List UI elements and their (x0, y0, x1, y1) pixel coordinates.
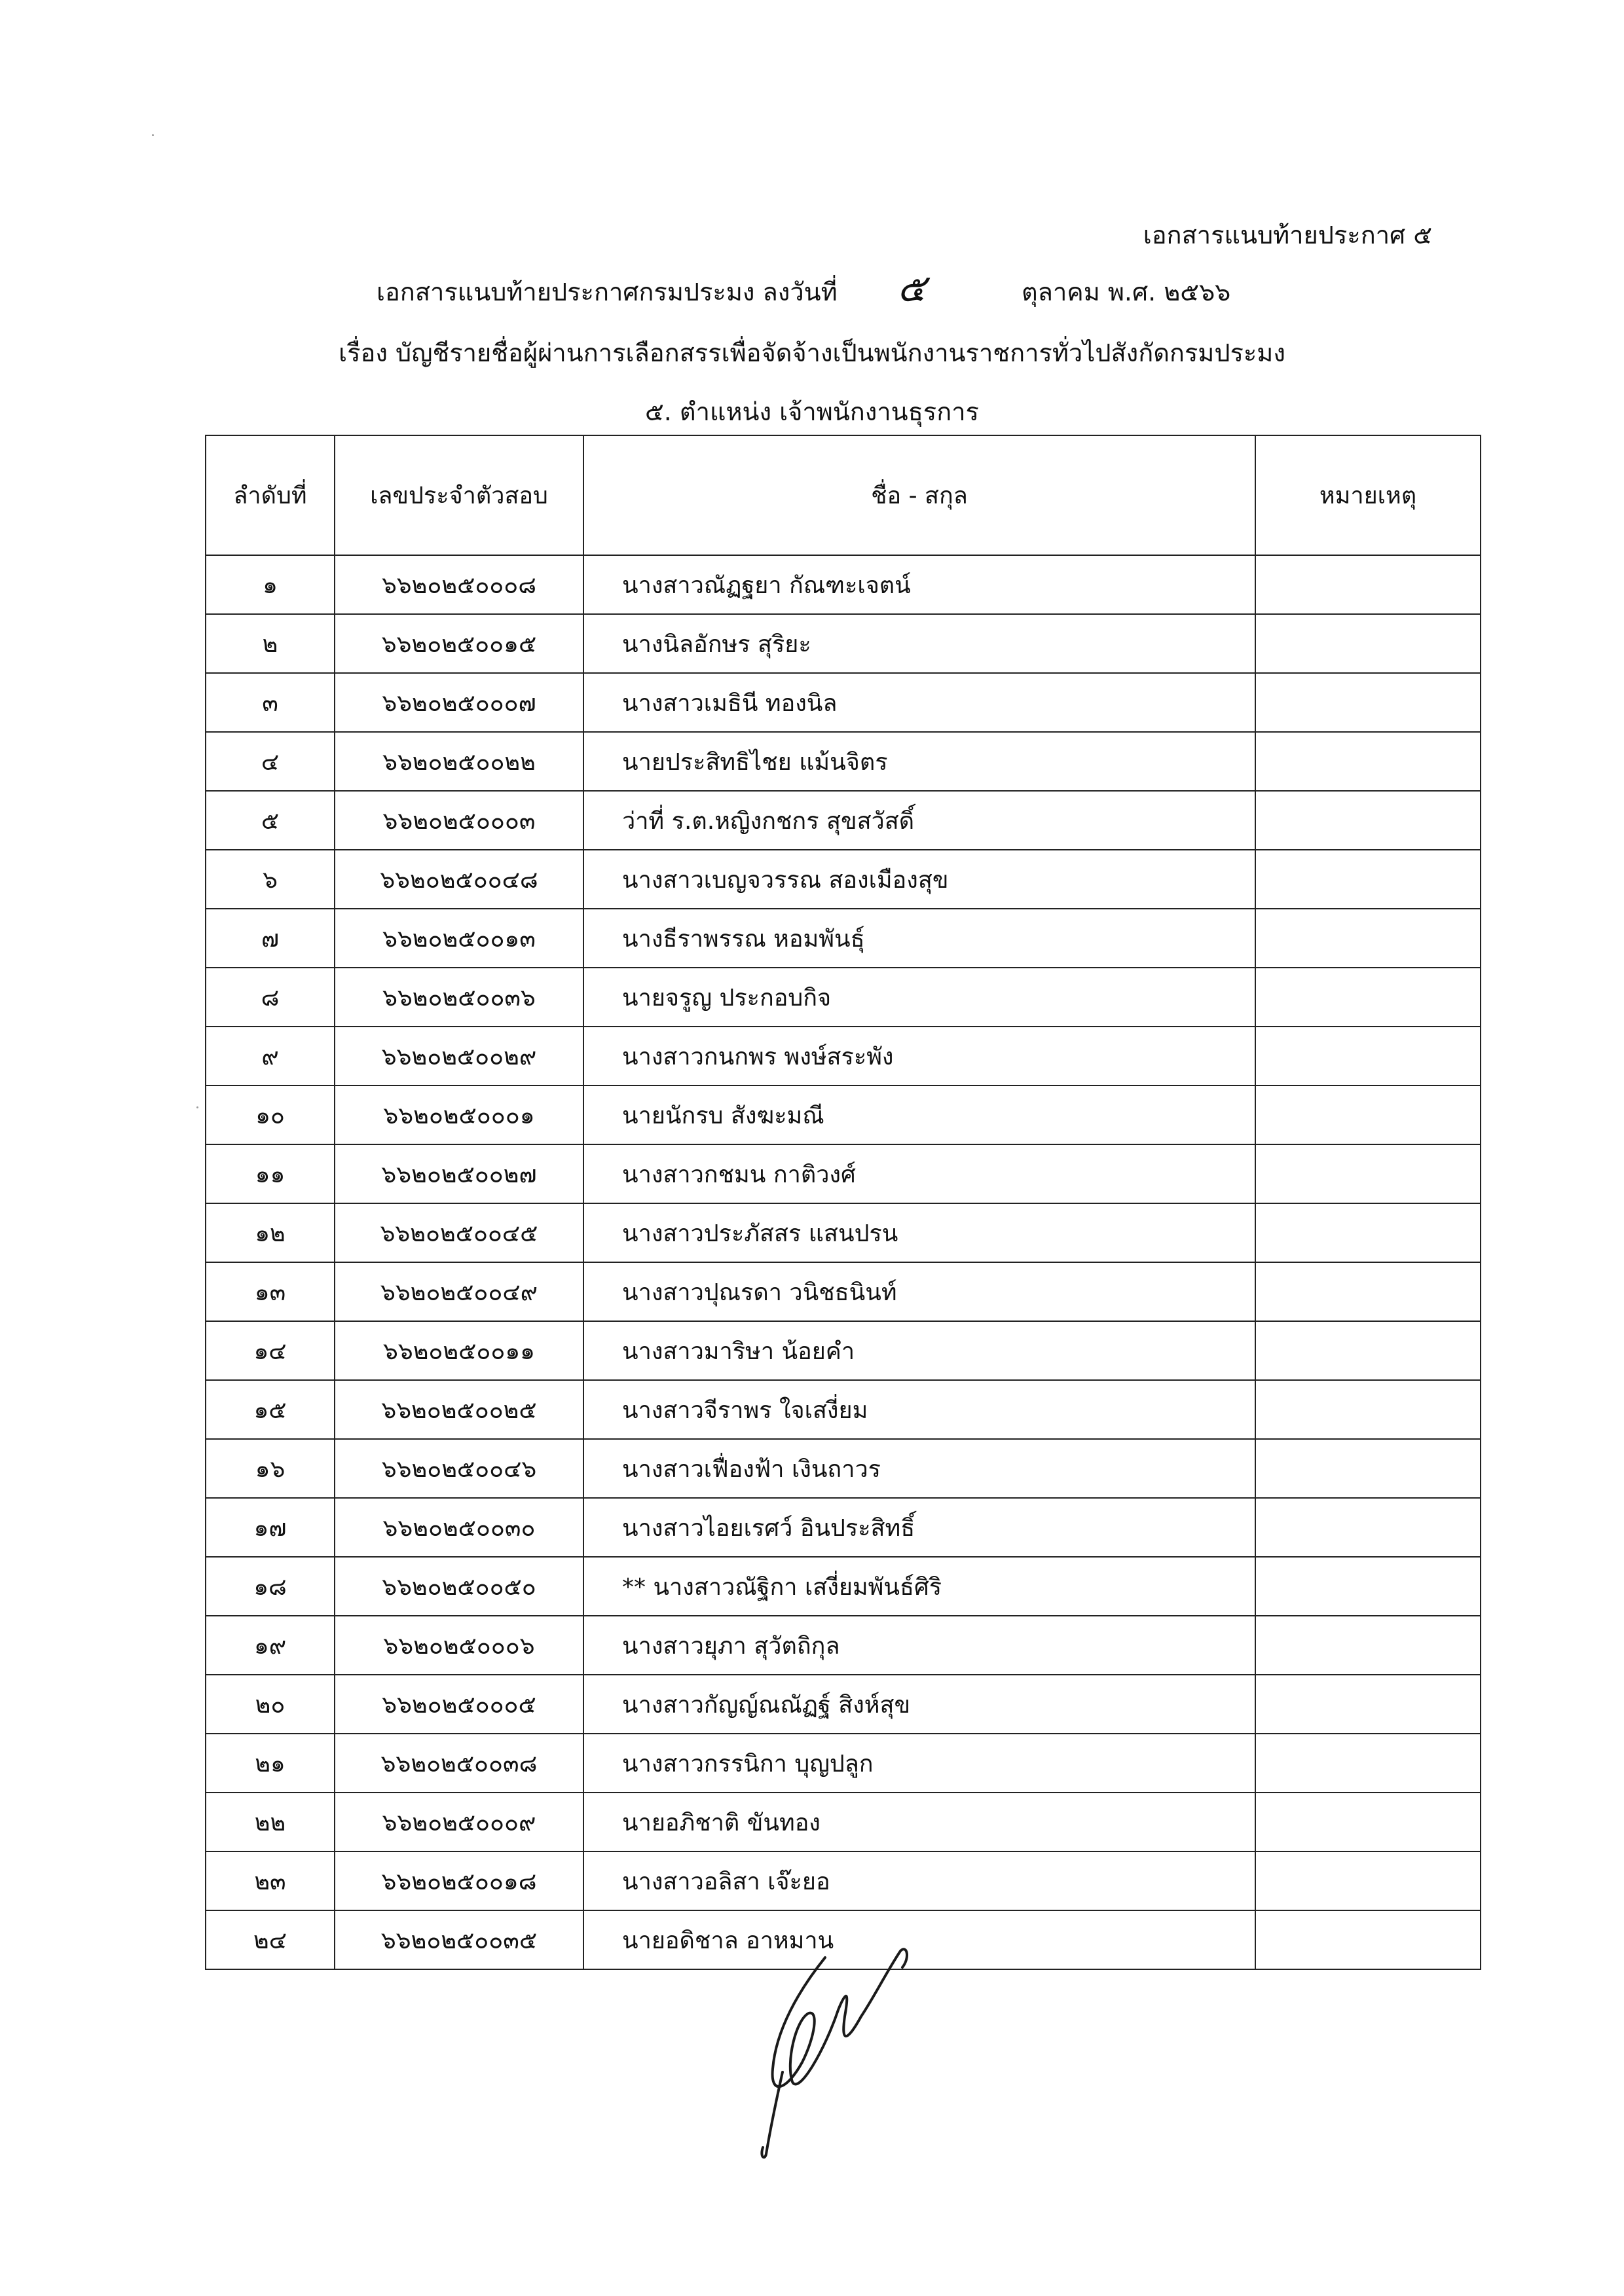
table-row (206, 1085, 1481, 1144)
cell-remark (1255, 1910, 1481, 1969)
cell-exam-id: ๖๖๒๐๒๕๐๐๒๙ (335, 1027, 583, 1085)
cell-exam-id: ๖๖๒๐๒๕๐๐๐๙ (335, 1793, 583, 1851)
cell-exam-id: ๖๖๒๐๒๕๐๐๓๐ (335, 1498, 583, 1557)
cell-name: นางสาวกรรนิกา บุญปลูก (583, 1734, 1255, 1793)
cell-exam-id: ๖๖๒๐๒๕๐๐๔๖ (335, 1439, 583, 1498)
cell-name: นางสาวเฟื่องฟ้า เงินถาวร (583, 1439, 1255, 1498)
cell-name: นายประสิทธิไชย แม้นจิตร (583, 732, 1255, 791)
table-header-row (206, 435, 1481, 555)
table-row (206, 1851, 1481, 1910)
table-row (206, 909, 1481, 968)
cell-no: ๒๓ (206, 1851, 335, 1910)
table-row (206, 1203, 1481, 1262)
cell-no: ๑๙ (206, 1616, 335, 1675)
cell-remark (1255, 732, 1481, 791)
cell-name: นางสาวมาริษา น้อยคำ (583, 1321, 1255, 1380)
table-row (206, 968, 1481, 1027)
appendix-label: เอกสารแนบท้ายประกาศ ๕ (1143, 221, 1432, 249)
cell-exam-id: ๖๖๒๐๒๕๐๐๐๑ (335, 1085, 583, 1144)
cell-remark (1255, 1144, 1481, 1203)
cell-name: นางสาวอลิสา เจ๊ะยอ (583, 1851, 1255, 1910)
cell-no: ๑๗ (206, 1498, 335, 1557)
cell-remark (1255, 1380, 1481, 1439)
cell-remark (1255, 1085, 1481, 1144)
cell-exam-id: ๖๖๒๐๒๕๐๐๔๕ (335, 1203, 583, 1262)
cell-exam-id: ๖๖๒๐๒๕๐๐๔๙ (335, 1262, 583, 1321)
cell-no: ๓ (206, 673, 335, 732)
table-row (206, 614, 1481, 673)
cell-name: นายอดิชาล อาหมาน (583, 1910, 1255, 1969)
cell-exam-id: ๖๖๒๐๒๕๐๐๐๘ (335, 555, 583, 614)
cell-name: นางสาวเมธินี ทองนิล (583, 673, 1255, 732)
header-day-handwritten: ๕ (897, 266, 926, 310)
cell-remark (1255, 968, 1481, 1027)
cell-name: นายจรูญ ประกอบกิจ (583, 968, 1255, 1027)
cell-exam-id: ๖๖๒๐๒๕๐๐๕๐ (335, 1557, 583, 1616)
cell-no: ๑๘ (206, 1557, 335, 1616)
table-body (206, 555, 1481, 1969)
table-row (206, 850, 1481, 909)
cell-no: ๒๐ (206, 1675, 335, 1734)
cell-exam-id: ๖๖๒๐๒๕๐๐๔๘ (335, 850, 583, 909)
cell-remark (1255, 1851, 1481, 1910)
cell-no: ๒๔ (206, 1910, 335, 1969)
cell-remark (1255, 555, 1481, 614)
table-row (206, 791, 1481, 850)
cell-remark (1255, 1616, 1481, 1675)
table-row (206, 673, 1481, 732)
cell-name: นางสาวไอยเรศว์ อินประสิทธิ์ (583, 1498, 1255, 1557)
table-row (206, 1380, 1481, 1439)
cell-name: นางสาวประภัสสร แสนปรน (583, 1203, 1255, 1262)
cell-exam-id: ๖๖๒๐๒๕๐๐๒๗ (335, 1144, 583, 1203)
header-name: ชื่อ - สกุล (583, 435, 1255, 555)
cell-no: ๑๒ (206, 1203, 335, 1262)
cell-remark (1255, 1793, 1481, 1851)
cell-no: ๔ (206, 732, 335, 791)
cell-name: นางธีราพรรณ หอมพันธุ์ (583, 909, 1255, 968)
cell-name: นางสาวกัญญ์ณณัฏฐ์ สิงห์สุข (583, 1675, 1255, 1734)
cell-exam-id: ๖๖๒๐๒๕๐๐๓๘ (335, 1734, 583, 1793)
table-row (206, 555, 1481, 614)
cell-exam-id: ๖๖๒๐๒๕๐๐๓๖ (335, 968, 583, 1027)
cell-remark (1255, 1734, 1481, 1793)
cell-no: ๕ (206, 791, 335, 850)
cell-exam-id: ๖๖๒๐๒๕๐๐๑๑ (335, 1321, 583, 1380)
table-row (206, 1498, 1481, 1557)
cell-name: นางสาวจีราพร ใจเสงี่ยม (583, 1380, 1255, 1439)
position-title: ๕. ตำแหน่ง เจ้าพนักงานธุรการ (645, 397, 979, 426)
cell-no: ๒๑ (206, 1734, 335, 1793)
cell-remark (1255, 909, 1481, 968)
header-month-year: ตุลาคม พ.ศ. ๒๕๖๖ (1022, 278, 1231, 306)
cell-exam-id: ๖๖๒๐๒๕๐๐๒๕ (335, 1380, 583, 1439)
cell-exam-id: ๖๖๒๐๒๕๐๐๐๖ (335, 1616, 583, 1675)
cell-name: นายอภิชาติ ขันทอง (583, 1793, 1255, 1851)
cell-remark (1255, 1439, 1481, 1498)
announcement-header (0, 266, 1624, 311)
cell-name: ว่าที่ ร.ต.หญิงกชกร สุขสวัสดิ์ (583, 791, 1255, 850)
table-row (206, 1027, 1481, 1085)
cell-remark (1255, 1498, 1481, 1557)
cell-exam-id: ๖๖๒๐๒๕๐๐๑๕ (335, 614, 583, 673)
cell-remark (1255, 1262, 1481, 1321)
cell-name: นายนักรบ สังฆะมณี (583, 1085, 1255, 1144)
cell-remark (1255, 673, 1481, 732)
table-row (206, 1557, 1481, 1616)
cell-name: นางสาวยุภา สุวัตถิกุล (583, 1616, 1255, 1675)
cell-remark (1255, 1203, 1481, 1262)
cell-no: ๑๕ (206, 1380, 335, 1439)
cell-no: ๑๔ (206, 1321, 335, 1380)
cell-no: ๑๑ (206, 1144, 335, 1203)
scan-speck (152, 134, 154, 136)
header-no: ลำดับที่ (206, 435, 335, 555)
table-row (206, 1675, 1481, 1734)
cell-no: ๙ (206, 1027, 335, 1085)
table-row (206, 1321, 1481, 1380)
cell-no: ๘ (206, 968, 335, 1027)
cell-name: ** นางสาวณัฐิกา เสงี่ยมพันธ์ศิริ (583, 1557, 1255, 1616)
cell-no: ๑๖ (206, 1439, 335, 1498)
cell-no: ๖ (206, 850, 335, 909)
cell-exam-id: ๖๖๒๐๒๕๐๐๓๕ (335, 1910, 583, 1969)
cell-name: นางสาวณัฏฐยา กัณฑะเจตน์ (583, 555, 1255, 614)
cell-name: นางสาวกชมน กาติวงศ์ (583, 1144, 1255, 1203)
cell-no: ๗ (206, 909, 335, 968)
cell-exam-id: ๖๖๒๐๒๕๐๐๐๕ (335, 1675, 583, 1734)
cell-exam-id: ๖๖๒๐๒๕๐๐๒๒ (335, 732, 583, 791)
cell-name: นางสาวกนกพร พงษ์สระพัง (583, 1027, 1255, 1085)
cell-exam-id: ๖๖๒๐๒๕๐๐๑๓ (335, 909, 583, 968)
subject-line: เรื่อง บัญชีรายชื่อผู้ผ่านการเลือกสรรเพื่อจัดจ้างเป็นพนักงานราชการทั่วไปสังกัดกรมประมง (339, 338, 1285, 367)
scan-speck (196, 1106, 198, 1108)
cell-remark (1255, 791, 1481, 850)
cell-remark (1255, 1675, 1481, 1734)
table-row (206, 1616, 1481, 1675)
cell-name: นางสาวเบญจวรรณ สองเมืองสุข (583, 850, 1255, 909)
cell-remark (1255, 614, 1481, 673)
cell-remark (1255, 1557, 1481, 1616)
cell-exam-id: ๖๖๒๐๒๕๐๐๐๗ (335, 673, 583, 732)
cell-name: นางสาวปุณรดา วนิชธนินท์ (583, 1262, 1255, 1321)
cell-exam-id: ๖๖๒๐๒๕๐๐๐๓ (335, 791, 583, 850)
candidate-table (205, 435, 1481, 1970)
cell-no: ๑๓ (206, 1262, 335, 1321)
cell-no: ๑ (206, 555, 335, 614)
cell-remark (1255, 1321, 1481, 1380)
cell-no: ๑๐ (206, 1085, 335, 1144)
cell-exam-id: ๖๖๒๐๒๕๐๐๑๘ (335, 1851, 583, 1910)
header-prefix: เอกสารแนบท้ายประกาศกรมประมง ลงวันที่ (377, 278, 838, 306)
cell-no: ๒ (206, 614, 335, 673)
header-exam-id: เลขประจำตัวสอบ (335, 435, 583, 555)
handwritten-signature (747, 1931, 995, 2167)
table-row (206, 1734, 1481, 1793)
table-row (206, 1793, 1481, 1851)
table-row (206, 1262, 1481, 1321)
table-row (206, 1144, 1481, 1203)
cell-remark (1255, 1027, 1481, 1085)
table-row (206, 1439, 1481, 1498)
cell-remark (1255, 850, 1481, 909)
table-row (206, 732, 1481, 791)
cell-name: นางนิลอักษร สุริยะ (583, 614, 1255, 673)
cell-no: ๒๒ (206, 1793, 335, 1851)
header-remark: หมายเหตุ (1255, 435, 1481, 555)
